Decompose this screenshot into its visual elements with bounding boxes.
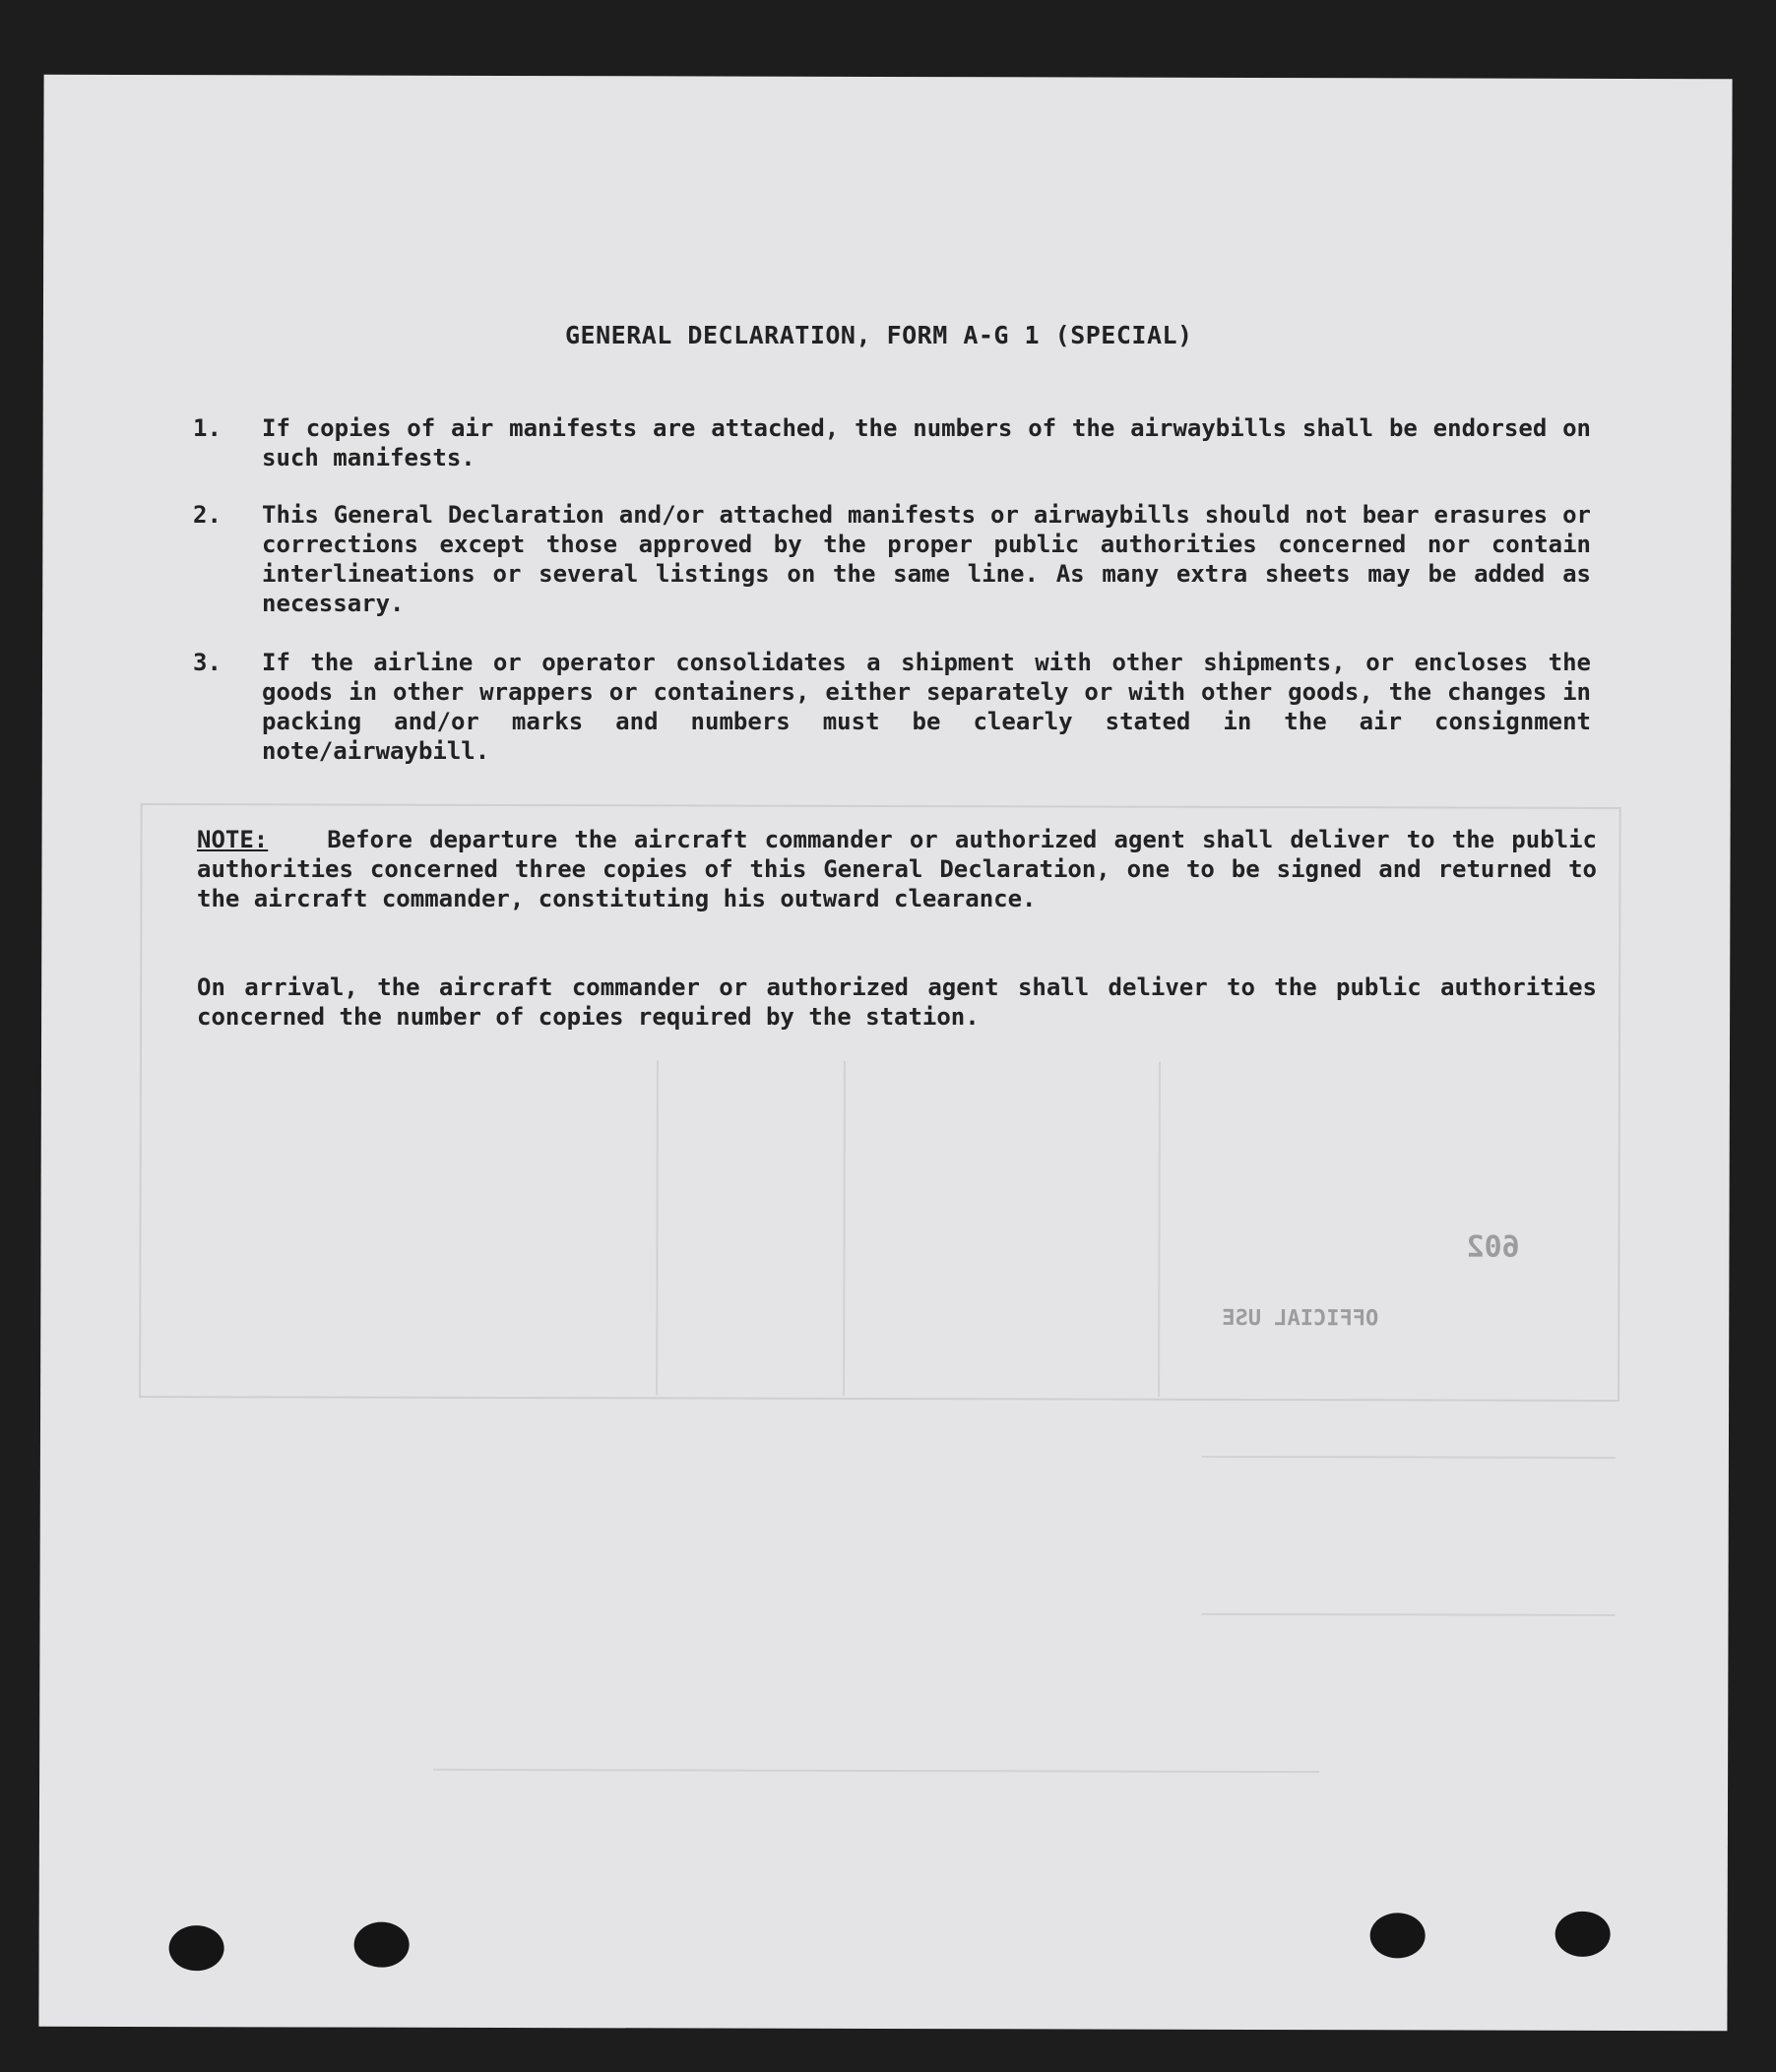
note-text: Before departure the aircraft commander or authorized agent shall deliver to the public authorities concerned three copies of this General Declaration, one to be signed and returned to the aircraft commander, constituting his outward clearance. bbox=[197, 826, 1597, 912]
item-text: If the airline or operator consolidates a shipment with other shipments, or encloses the goods in other wrappers or containers, either separately or with other goods, the changes in packing and/or marks and numbers must be clearly stated in the air consignment note/airwaybill. bbox=[262, 649, 1591, 765]
punch-hole bbox=[354, 1922, 410, 1968]
bleed-through-stamp: OFFICIAL USE bbox=[1222, 1305, 1379, 1332]
bleed-through-number: 602 bbox=[1466, 1229, 1520, 1265]
item-number: 2. bbox=[193, 501, 222, 529]
note-label: NOTE: bbox=[197, 826, 269, 853]
bleed-through-rule bbox=[1202, 1456, 1616, 1459]
note-paragraph bbox=[197, 825, 1597, 913]
bleed-through-rule bbox=[1202, 1613, 1616, 1616]
bleed-through-rule bbox=[433, 1769, 1319, 1773]
instruction-item bbox=[193, 413, 1591, 472]
document-page bbox=[38, 75, 1732, 2031]
instruction-item bbox=[193, 500, 1591, 618]
punch-hole bbox=[169, 1925, 224, 1971]
punch-hole bbox=[1370, 1913, 1426, 1958]
item-text: If copies of air manifests are attached, the numbers of the airwaybills shall be endorsed on such manifests. bbox=[262, 414, 1591, 471]
item-number: 3. bbox=[193, 649, 222, 676]
document-title: GENERAL DECLARATION, FORM A-G 1 (SPECIAL) bbox=[565, 321, 1193, 349]
arrival-paragraph: On arrival, the aircraft commander or authorized agent shall deliver to the public authorities concerned the number of copies required by the station. bbox=[197, 973, 1597, 1031]
item-text: This General Declaration and/or attached manifests or airwaybills should not bear erasures or corrections except those approved by the proper public authorities concerned nor contain interlineations or several listings on the same line. As many extra sheets may be added as necessary. bbox=[262, 501, 1591, 617]
instruction-item bbox=[193, 648, 1591, 766]
item-number: 1. bbox=[193, 414, 222, 442]
punch-hole bbox=[1555, 1912, 1611, 1957]
